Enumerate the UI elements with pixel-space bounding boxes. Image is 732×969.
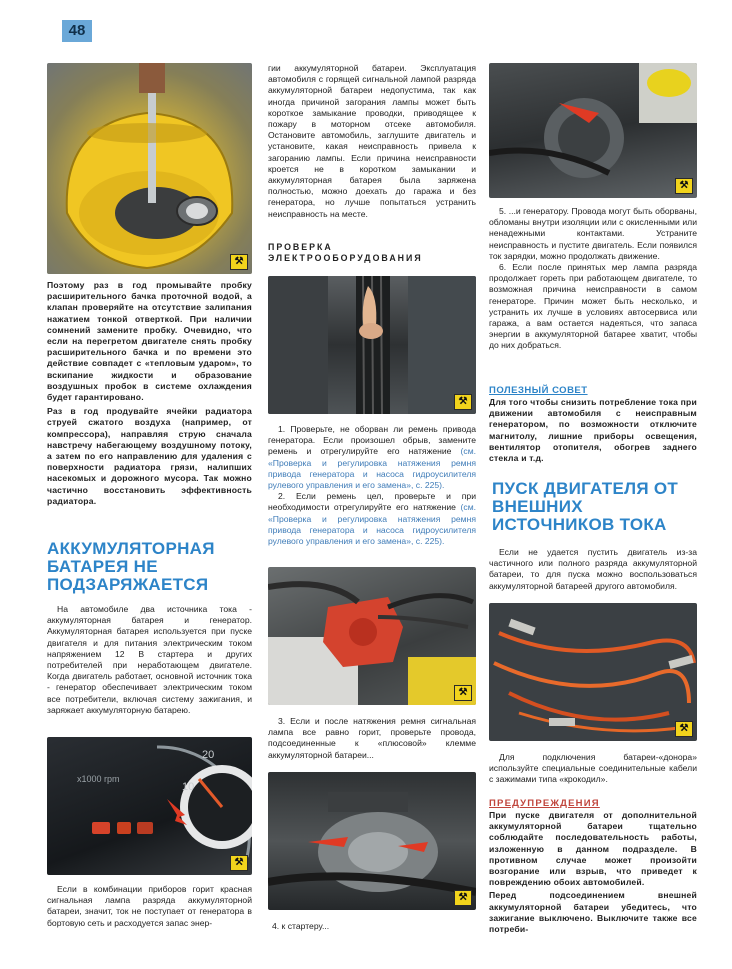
page-number: 48 — [62, 20, 92, 42]
cables-drawing — [489, 603, 697, 741]
photo-battery-terminal — [268, 567, 476, 705]
wrench-icon: ⚒ — [454, 394, 472, 410]
photo-generator — [489, 63, 697, 198]
cap-cleaning-text: Поэтому раз в год промывайте пробку расширительного бачка проточной водой, а клапан проверяйте на отсутствие залипания нажатием тонкой отверткой. При наличии сомнений замените пробку. Очевидно, что если на перегретом двигателе снять пробку расширительного бачка и по времени это действие совпадет с «тепловым ударом», то вскипание жидкости и образование воздушных пробок в системе охлаждения будет гарантировано. — [47, 280, 252, 403]
wrench-icon: ⚒ — [675, 721, 693, 737]
wrench-icon: ⚒ — [454, 685, 472, 701]
warning-text-2: Перед подсоединением внешней аккумуляторной батареи убедитесь, что зажигание выключено. Выключите также все потреби- — [489, 890, 697, 935]
step-2-main: 2. Если ремень цел, проверьте и при необходимости отрегулируйте его натяжение — [268, 491, 476, 513]
step-2-ref: (см. «Проверка и регулировка натяжения ремня привода генератора и насоса гидроусилителя рулевого управления и его замена», с. 225). — [268, 502, 476, 547]
terminal-drawing — [268, 567, 476, 705]
starter-drawing — [268, 772, 476, 910]
photo-instrument-cluster — [47, 737, 252, 875]
heading-external-start: ПУСК ДВИГАТЕЛЯ ОТ ВНЕШНИХ ИСТОЧНИКОВ ТОКА — [492, 479, 679, 534]
step-5-text: 5. ...и генератору. Провода могут быть оборваны, обломаны внутри изоляции или с окисленными или ненадежными контактами. Устраните неисправность и пустите двигатель. Если появился ток зарядки, можно продолжать движение. — [489, 206, 697, 261]
gauge-tick-20: 20 — [202, 749, 215, 761]
radiator-text: Раз в год продувайте ячейки радиатора струей сжатого воздуха (например, от компрессора), направляя струю сначала навстречу набегающему воздушному потоку, а затем по его направлению для удаления с поверхности радиатора грязи, налипших насекомых и дорожного мусора. Так можно частично восстановить эффективность радиатора. — [47, 406, 252, 506]
wrench-icon: ⚒ — [230, 855, 248, 871]
cap-drawing — [47, 63, 252, 274]
lamp-danger-text: гии аккумуляторной батареи. Эксплуатация автомобиля с горящей сигнальной лампой разряда аккумуляторной батареи недопустима, так как иногда причиной загорания лампы может быть короткое замыкание проводки, приводящее к пожару в моторном отсеке автомобиля. Остановите автомобиль, заглушите двигатель и установите, какая неисправность привела к загоранию лампы. Если причина неисправности кроется не в коротком замыкании и аккумуляторная батарея была заряжена полностью, можно доехать до гаража и без генератора, но лучше попытаться устранить неисправность на месте. — [268, 63, 476, 219]
warning-lamp-text: Если в комбинации приборов горит красная сигнальная лампа разряда аккумуляторной батареи, значит, ток не поступает от генератора в бортовую сеть и расходуется запас энер- — [47, 884, 252, 928]
step-1-main: 1. Проверьте, не оборван ли ремень привода генератора. Если произошел обрыв, замените ремень и отрегулируйте его натяжение — [268, 424, 476, 457]
photo-expansion-tank-cap — [47, 63, 252, 274]
heading-electrical-check: ПРОВЕРКА ЭЛЕКТРООБОРУДОВАНИЯ — [268, 242, 423, 263]
wrench-icon: ⚒ — [454, 890, 472, 906]
heading-warnings: ПРЕДУПРЕЖДЕНИЯ — [489, 798, 600, 809]
step-2-text — [268, 491, 476, 547]
gauge-readout: x1000 rpm — [77, 774, 120, 784]
wrench-icon: ⚒ — [230, 254, 248, 270]
step-3-text: 3. Если и после натяжения ремня сигнальная лампа все равно горит, проверьте провода, подсоединенные к «плюсовой» клемме аккумуляторной батареи... — [268, 716, 476, 760]
step-1-text — [268, 424, 476, 491]
useful-tip-text: Для того чтобы снизить потребление тока при движении автомобиля с неисправным генератором, по возможности отключите магнитолу, лишние приборы освещения, вентилятор отопителя, обогрев заднего стекла и т.д. — [489, 397, 697, 464]
warning-text-1: При пуске двигателя от дополнительной аккумуляторной батареи тщательно соблюдайте последовательность работы, изложенную в данном подразделе. В противном случае может произойти возгорание или взрыв, что приведет к повреждению обоих автомобилей. — [489, 810, 697, 888]
heading-useful-tip: ПОЛЕЗНЫЙ СОВЕТ — [489, 385, 588, 396]
cluster-drawing — [47, 737, 252, 875]
external-start-intro: Если не удается пустить двигатель из-за частичного или полного разряда аккумуляторной батареи, то для пуска можно воспользоваться аккумуляторной батареей другого автомобиля. — [489, 547, 697, 591]
photo-belt — [268, 276, 476, 414]
step-6-text: 6. Если после принятых мер лампа разряда продолжает гореть при работающем двигателе, то возможная причина неисправности в самом генераторе. Причин может быть несколько, и устранить их лучше в условиях автосервиса или гаража, а вам остается надеяться, что запаса энергии в аккумуляторной батарее хватит, чтобы до них добраться. — [489, 262, 697, 351]
generator-drawing — [489, 63, 697, 198]
battery-intro-text: На автомобиле два источника тока - аккумуляторная батарея и генератор. Аккумуляторная батарея используется при пуске двигателя и для питания электрическим током напряжением 12 В стартера и других потребителей при неработающем двигателе. Когда двигатель работает, основной источник тока - генератор обеспечивает электрическим током все потребители, включая систему зажигания, и заряжает аккумуляторную батарею. — [47, 604, 252, 715]
belt-drawing — [268, 276, 476, 414]
wrench-icon: ⚒ — [675, 178, 693, 194]
step-1-ref: (см. «Проверка и регулировка натяжения ремня привода генератора и насоса гидроусилителя рулевого управления и его замена», с. 225). — [268, 446, 476, 491]
photo-jumper-cables — [489, 603, 697, 741]
step-4-text: 4. к стартеру... — [272, 921, 330, 931]
jumper-cables-text: Для подключения батареи-«донора» используйте специальные соединительные кабели с зажимами типа «крокодил». — [489, 752, 697, 785]
heading-battery-not-charging: АККУМУЛЯТОРНАЯ БАТАРЕЯ НЕ ПОДЗАРЯЖАЕТСЯ — [47, 539, 215, 594]
photo-starter — [268, 772, 476, 910]
gauge-tick-10: 10 — [182, 781, 195, 793]
